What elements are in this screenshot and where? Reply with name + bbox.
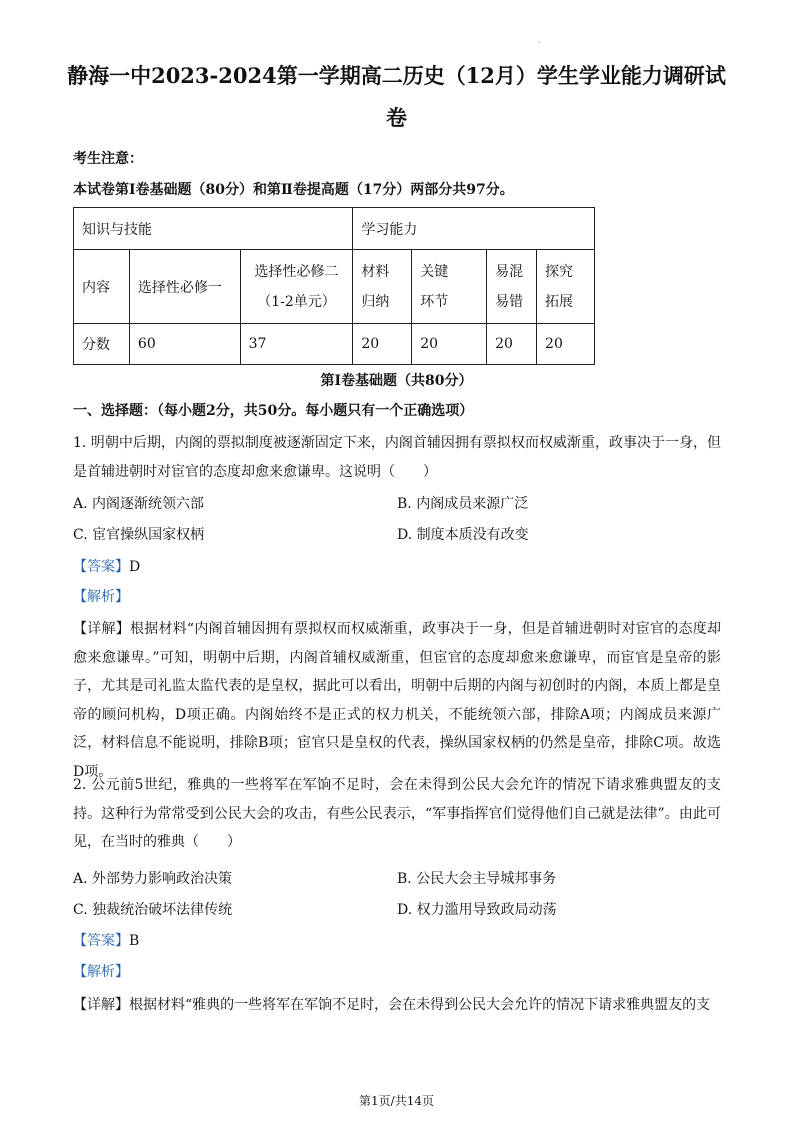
detail-text: 根据材料“雅典的一些将军在军饷不足时，会在未得到公民大会允许的情况下请求雅典盟友的支 (129, 997, 711, 1013)
q2-option-d: D. 权力滥用导致政局动荡 (397, 902, 557, 918)
col-confuse-l2: 易错 (495, 293, 524, 310)
notice-label: 考生注意： (73, 151, 143, 167)
score-table (73, 207, 595, 365)
q1-detail (73, 615, 721, 786)
group-ability: 学习能力 (353, 208, 595, 250)
q2-option-c: C. 独裁统治破坏法律传统 (73, 902, 233, 918)
section-title: 第Ⅰ卷基础题（共80分） (320, 373, 473, 389)
detail-text: 根据材料“内阁首辅因拥有票拟权而权威渐重，政事决于一身，但是首辅进朝时对宦官的态度却愈来愈谦卑。”可知，明朝中后期，内阁首辅权威渐重，但宦官的态度却愈来愈谦卑，而宦官是皇帝的影子，尤其是司礼监太监代表的是皇权，据此可以看出，明朝中后期的内阁与初创时的内阁，本质上都是皇帝的顾问机构，D项正确。内阁始终不是正式的权力机关，不能统领六部，排除A项；内阁成员来源广泛，材料信息不能说明，排除B项；宦官只是皇权的代表，操纵国家权柄的仍然是皇帝，排除C项。故选D项。 (73, 621, 722, 780)
q1-option-a: A. 内阁逐渐统领六部 (73, 496, 205, 512)
col-explore-l2: 拓展 (545, 293, 574, 310)
col-material-l1: 材料 (361, 263, 390, 280)
col-confuse (487, 250, 537, 324)
exam-title-line2: 卷 (386, 105, 407, 130)
q2-option-a: A. 外部势力影响政治决策 (73, 871, 233, 887)
col-explore-l1: 探究 (545, 263, 574, 280)
q1-option-d: D. 制度本质没有改变 (397, 527, 529, 543)
detail-tag: 【详解】 (73, 997, 129, 1013)
col-key-l1: 关键 (420, 263, 449, 280)
question-1-stem: 1. 明朝中后期，内阁的票拟制度被逐渐固定下来，内阁首辅因拥有票拟权而权威渐重，政事决于一身，但是首辅进朝时对宦官的态度却愈来愈谦卑。这说明（ ） (73, 435, 721, 480)
answer-value: D (129, 559, 141, 575)
col-elective-2-title: 选择性必修二 (254, 263, 339, 280)
score-cell: 20 (412, 324, 487, 365)
q2-answer (73, 931, 139, 951)
q1-option-c: C. 宦官操纵国家权柄 (73, 527, 205, 543)
score-cell: 60 (129, 324, 240, 365)
score-cell: 20 (353, 324, 412, 365)
col-key (412, 250, 487, 324)
question-2-stem: 2. 公元前5世纪，雅典的一些将军在军饷不足时，会在未得到公民大会允许的情况下请求雅典盟友的支持。这种行为常常受到公民大会的攻击，有些公民表示，“军事指挥官们觉得他们自己就是法律”。由此可见，在当时的雅典（ ） (73, 777, 721, 850)
col-material-l2: 归纳 (361, 293, 390, 310)
answer-tag: 【答案】 (73, 559, 129, 575)
q2-detail (73, 991, 721, 1020)
section-heading: 一、选择题：（每小题2分，共50分。每小题只有一个正确选项） (73, 403, 474, 419)
col-elective-2 (240, 250, 353, 324)
page-footer: 第1页/共14页 (359, 1094, 434, 1108)
detail-tag: 【详解】 (73, 621, 130, 637)
q2-analysis-tag: 【解析】 (73, 964, 129, 980)
group-knowledge: 知识与技能 (74, 208, 353, 250)
col-material (353, 250, 412, 324)
q1-answer (73, 557, 140, 577)
col-explore (537, 250, 595, 324)
score-cell: 20 (537, 324, 595, 365)
score-cell: 37 (240, 324, 353, 365)
row-score-label: 分数 (74, 324, 130, 365)
score-cell: 20 (487, 324, 537, 365)
col-elective-1: 选择性必修一 (129, 250, 240, 324)
notice-text: 本试卷第Ⅰ卷基础题（80分）和第Ⅱ卷提高题（17分）两部分共97分。 (73, 182, 514, 198)
row-content-label: 内容 (74, 250, 130, 324)
answer-tag: 【答案】 (73, 933, 129, 949)
q1-analysis-tag: 【解析】 (73, 589, 129, 605)
col-confuse-l1: 易混 (495, 263, 524, 280)
answer-value: B (129, 933, 140, 949)
col-elective-2-units: （1-2单元） (257, 293, 336, 310)
q2-option-b: B. 公民大会主导城邦事务 (397, 871, 557, 887)
col-key-l2: 环节 (420, 293, 449, 310)
scan-dot: · (538, 38, 541, 47)
exam-title-line1: 静海一中2023-2024第一学期高二历史（12月）学生学业能力调研试 (67, 63, 726, 88)
q1-option-b: B. 内阁成员来源广泛 (397, 496, 529, 512)
